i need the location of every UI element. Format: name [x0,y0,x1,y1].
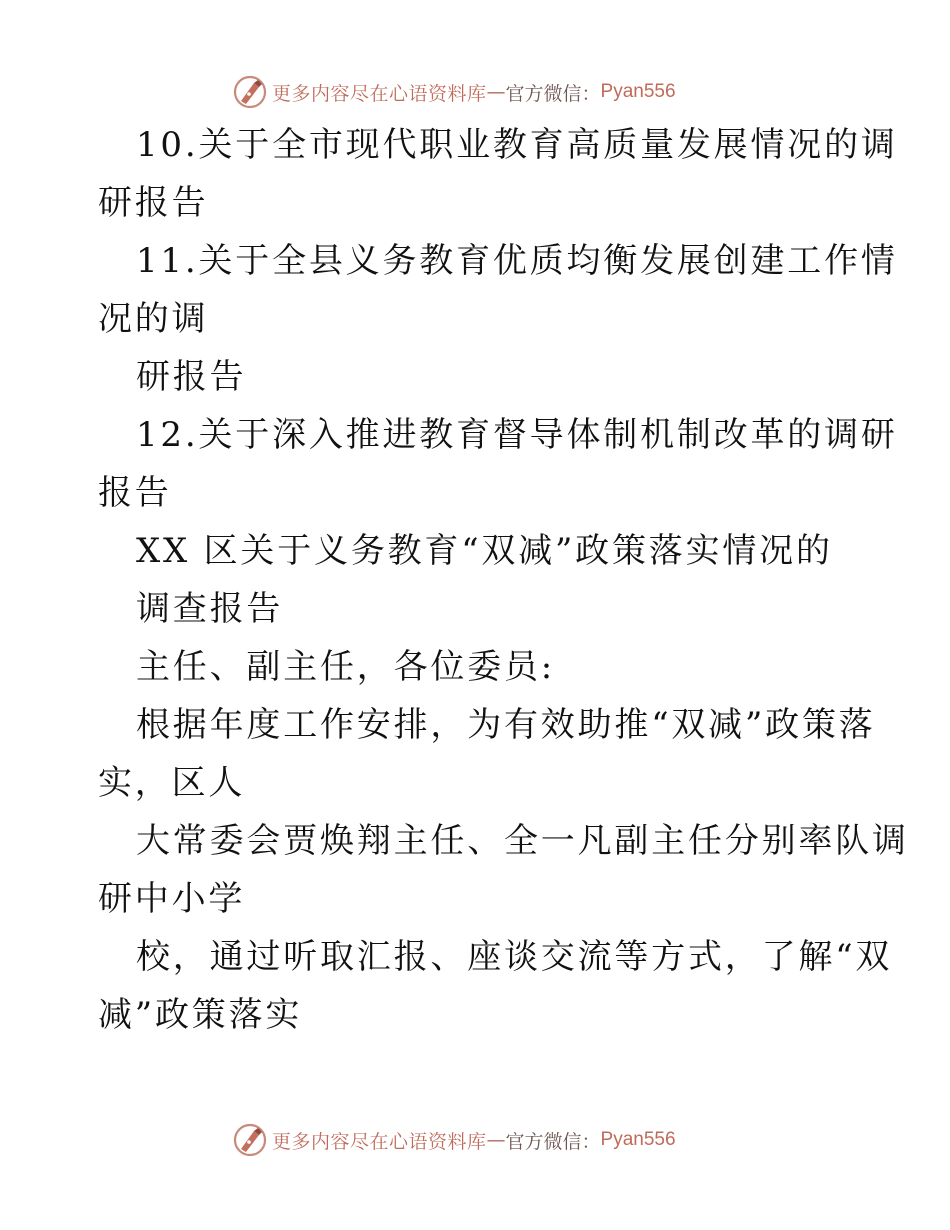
text-line: 研报告 [98,183,209,223]
watermark-text: 更多内容尽在心语资料库 [272,1130,487,1153]
text-line: 根据年度工作安排，为有效助推“双减”政策落 [136,705,876,745]
text-line: 11.关于全县义务教育优质均衡发展创建工作情 [136,241,898,281]
text-line: 实，区人 [98,763,246,803]
watermark-wechat-label: 官方微信： [505,1130,601,1153]
watermark-separator: — [486,1129,506,1151]
watermark-wechat-id: Pyan556 [600,81,676,102]
text-line: 校，通过听取汇报、座谈交流等方式，了解“双 [136,937,893,977]
text-line: 研报告 [136,357,247,397]
text-line: 12.关于深入推进教育督导体制机制改革的调研 [136,415,898,455]
text-line: 况的调 [98,299,209,339]
text-line: 大常委会贾焕翔主任、全一凡副主任分别率队调 [136,821,909,861]
text-line: 调查报告 [136,589,284,629]
header-watermark [232,72,676,112]
text-line: 10.关于全市现代职业教育高质量发展情况的调 [136,125,898,165]
pen-nib-logo-icon [232,74,268,110]
pen-nib-logo-icon [232,1122,268,1158]
footer-watermark [232,1120,676,1160]
text-line: XX 区关于义务教育“双减”政策落实情况的 [136,531,833,571]
text-line: 减”政策落实 [98,995,303,1035]
watermark-separator: — [486,81,506,103]
watermark-wechat-label: 官方微信： [505,82,601,105]
watermark-text: 更多内容尽在心语资料库 [272,82,487,105]
text-line: 主任、副主任，各位委员: [136,647,556,687]
text-line: 研中小学 [98,879,246,919]
text-line: 报告 [98,473,172,513]
watermark-wechat-id: Pyan556 [600,1129,676,1150]
